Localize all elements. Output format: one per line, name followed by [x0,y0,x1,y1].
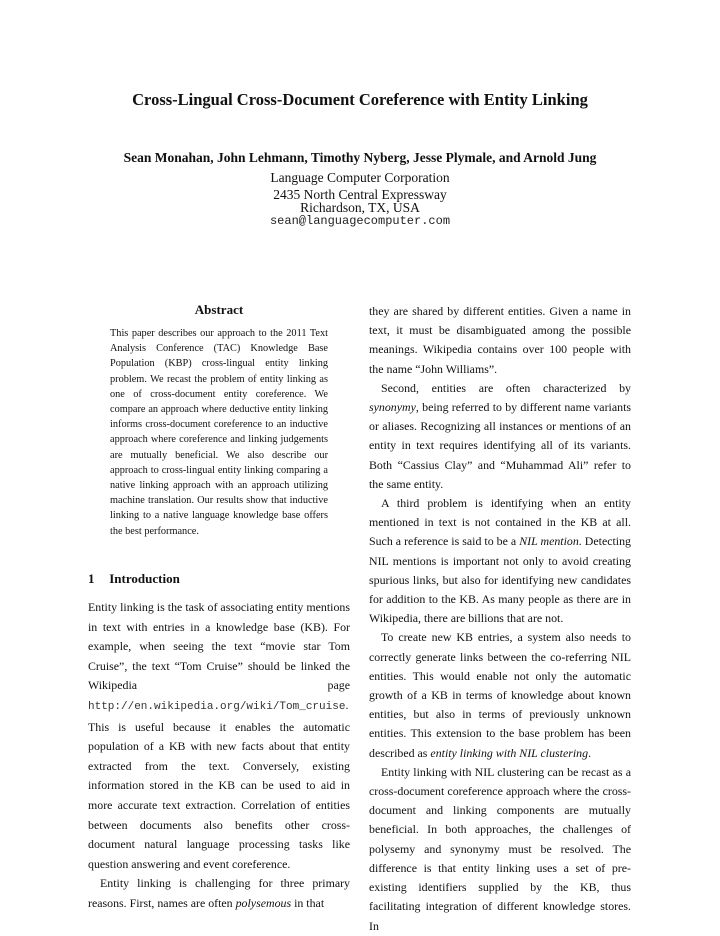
paragraph-text: Entity linking is challenging for three primary reasons. First, names are often [88,876,350,910]
wikipedia-url[interactable]: http://en.wikipedia.org/wiki/Tom_cruise [88,700,346,713]
paragraph-text: A third problem is identifying when an entity mentioned in text is not contained in the KB at all. Such a reference is said to be a [369,496,631,549]
paragraph [369,379,631,494]
section-heading-introduction [88,571,350,587]
paragraph [369,494,631,628]
paragraph: Entity linking with NIL clustering can be recast as a cross-document coreference approach where the cross-document and linking components are mutually beneficial. In both approaches, the challenges of polysemy and synonymy must be resolved. The difference is that entity linking uses a set of pre-existing identifiers supplied by the KB, thus facilitating integration of different knowledge stores. In [369,764,631,933]
affiliation-city: Richardson, TX, USA [300,200,420,215]
right-column [369,302,631,936]
paragraph [369,628,631,762]
paragraph [88,874,350,913]
paragraph: they are shared by different entities. Given a name in text, it must be disambiguated among the possible meanings. Wikipedia contains over 100 people with the name “John Williams”. [369,304,631,376]
emphasis-term: entity linking with NIL clustering [430,745,589,760]
paragraph-text: Second, entities are often characterized by [381,380,631,395]
paragraph-text: . [588,745,592,760]
abstract-text: This paper describes our approach to the 2011 Text Analysis Conference (TAC) Knowledge Base Population (KBP) cross-lingual entity linking problem. We recast the problem of entity linking as one of cross-document entity coreference. We compare an approach where deductive entity linking informs cross-document coreference to an inductive approach where coreference and linking judgements are mutually beneficial. We also describe our approach to cross-lingual entity linking comparing a native linking approach with an approach utilizing machine translation. Our results show that inductive linking to a native language knowledge base offers the best performance. [110,328,328,537]
emphasis-term: polysemous [235,895,292,910]
author-email: sean@languagecomputer.com [269,214,451,228]
paragraph-text: Entity linking is the task of associating entity mentions in text with entries in a knowledge base (KB). For example, when seeing the text “movie star Tom Cruise”, the text “Tom Cruise” should be linked the Wikipedia page [88,600,350,693]
author-list: Sean Monahan, John Lehmann, Timothy Nyberg, Jesse Plymale, and Arnold Jung [123,150,597,165]
paragraph-text: . Detecting NIL mentions is important not only to avoid creating spurious links, but also for identifying new candidates for addition to the KB. As many people as there are in Wikipedia, there are billions that are not. [369,534,631,626]
paragraph-text: , being referred to by different name variants or aliases. Recognizing all instances or mentions of an entity in text requires identifying all of its variants. Both “Cassius Clay” and “Muhammad Ali” refer to the same entity. [369,400,631,491]
affiliation-street: 2435 North Central Expressway [273,187,447,202]
left-column [88,598,350,914]
section-number: 1 [88,571,95,586]
affiliation-org: Language Computer Corporation [270,170,450,185]
paragraph [88,598,350,874]
emphasis-term: synonymy [369,400,416,415]
paper-title: Cross-Lingual Cross-Document Coreference with Entity Linking [132,90,588,109]
emphasis-term: NIL mention [519,534,579,549]
section-title: Introduction [109,571,180,586]
paragraph-text: in that [291,895,325,910]
abstract-heading: Abstract [194,302,244,317]
paragraph-text: To create new KB entries, a system also needs to correctly generate links between the co-referring NIL entities. This would enable not only the automatic growth of a KB in terms of knowledge about known entities, but also in terms of previously unknown entities. This extension to the base problem has been described as [369,630,631,760]
paragraph-text: . This is useful because it enables the automatic population of a KB with new facts about that entity extracted from the text. Conversely, existing information stored in the KB can be used to aid in more accurate text extraction. Correlation of entities between documents also benefits other cross-document natural language processing tasks like question answering and event coreference. [88,697,350,871]
